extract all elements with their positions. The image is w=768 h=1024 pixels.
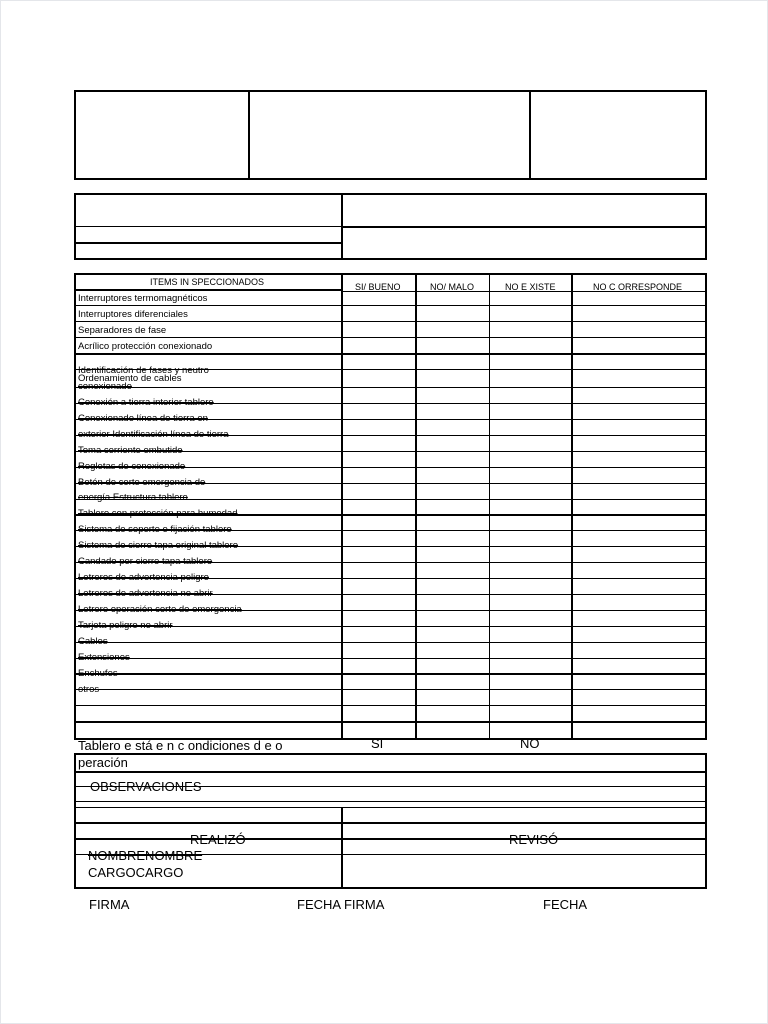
item-label: Extensiones xyxy=(78,652,130,663)
header-si-bueno: SI/ BUENO xyxy=(355,282,401,292)
item-label: otros xyxy=(78,684,100,695)
obs-line xyxy=(76,807,706,808)
item-label: Toma corriente embutido xyxy=(78,445,183,456)
item-label: Tablero con protección para humedad xyxy=(78,508,238,519)
item-label: Conexión a tierra interior tablero xyxy=(78,397,214,408)
table-row-line xyxy=(76,705,706,706)
item-label: exterior Identificación línea de tierra xyxy=(78,429,229,440)
operation-question-line1: Tablero e stá e n c ondiciones d e o xyxy=(78,738,283,753)
item-label: Acrílico protección conexionado xyxy=(78,341,213,352)
cargo-label: CARGOCARGO xyxy=(88,865,184,880)
operation-si-label: SI xyxy=(371,736,384,751)
item-label: Regletas de conexionado xyxy=(78,461,186,472)
footer-firma: FIRMA xyxy=(89,897,130,912)
operation-no-label: NO xyxy=(520,736,540,751)
item-label: Interruptores termomagnéticos xyxy=(78,293,208,304)
item-label: conexionado xyxy=(78,381,132,392)
obs-line xyxy=(76,822,706,824)
nombre-label: NOMBRENOMBRE xyxy=(88,848,203,863)
table-row-line xyxy=(76,387,706,388)
item-label: Interruptores diferenciales xyxy=(78,309,188,320)
info-line-left-2 xyxy=(76,242,342,244)
item-label: energía Estructura tablero xyxy=(78,492,188,503)
obs-line xyxy=(76,771,706,773)
item-label: Conexionado línea de tierra en xyxy=(78,413,208,424)
table-row-line xyxy=(76,321,706,322)
table-row-line xyxy=(76,689,706,690)
item-label: Sistema de soporte o fijación tablero xyxy=(78,524,232,535)
header-no-existe: NO E XISTE xyxy=(505,282,556,292)
table-row-line xyxy=(76,673,706,675)
table-row-line xyxy=(76,337,706,338)
info-line-left-1 xyxy=(76,226,342,227)
table-col-divider-2 xyxy=(415,273,417,740)
item-label: Botón de corte emergencia de xyxy=(78,477,206,488)
item-label: Letreros de advertencia no abrir xyxy=(78,588,213,599)
header-divider-2 xyxy=(529,90,531,180)
table-row-line xyxy=(76,721,706,723)
obs-line xyxy=(76,801,706,802)
item-label: Tarjeta peligro no abrir xyxy=(78,620,173,631)
header-items: ITEMS IN SPECCIONADOS xyxy=(150,277,265,287)
table-col-divider-3 xyxy=(489,273,490,740)
item-label: Letreros de advertencia peligro xyxy=(78,572,209,583)
table-row-line xyxy=(76,289,341,291)
item-label: Ordenamiento de cables xyxy=(78,373,182,384)
item-label: Candado por cierre tapa tablero xyxy=(78,556,213,567)
item-label: Letrero operación corte de emergencia xyxy=(78,604,242,615)
table-row-line xyxy=(76,353,706,355)
info-line-right xyxy=(342,226,706,228)
item-label: Cables xyxy=(78,636,108,647)
operation-question-line2: peración xyxy=(78,755,128,770)
obs-line xyxy=(76,838,706,840)
realizo-label: REALIZÓ xyxy=(190,832,246,847)
header-no-malo: NO/ MALO xyxy=(430,282,475,292)
footer-fecha: FECHA xyxy=(543,897,588,912)
header-divider-1 xyxy=(248,90,250,180)
header-box xyxy=(74,90,707,180)
table-row-line xyxy=(76,642,706,643)
table-col-divider-4 xyxy=(571,273,573,740)
footer-fecha-firma: FECHA FIRMA xyxy=(297,897,385,912)
item-label: Identificación de fases y neutro xyxy=(78,365,209,376)
table-col-divider-1 xyxy=(341,273,343,740)
item-label: Enchufes xyxy=(78,668,118,679)
observations-label: OBSERVACIONES xyxy=(90,779,202,794)
reviso-label: REVISÓ xyxy=(509,832,559,847)
table-row-line xyxy=(76,658,706,659)
item-label: Separadores de fase xyxy=(78,325,167,336)
table-row-line xyxy=(76,305,706,306)
signature-divider xyxy=(341,807,343,889)
item-label: Sistema de cierre tapa original tablero xyxy=(78,540,239,551)
header-no-corresponde: NO C ORRESPONDE xyxy=(593,282,683,292)
